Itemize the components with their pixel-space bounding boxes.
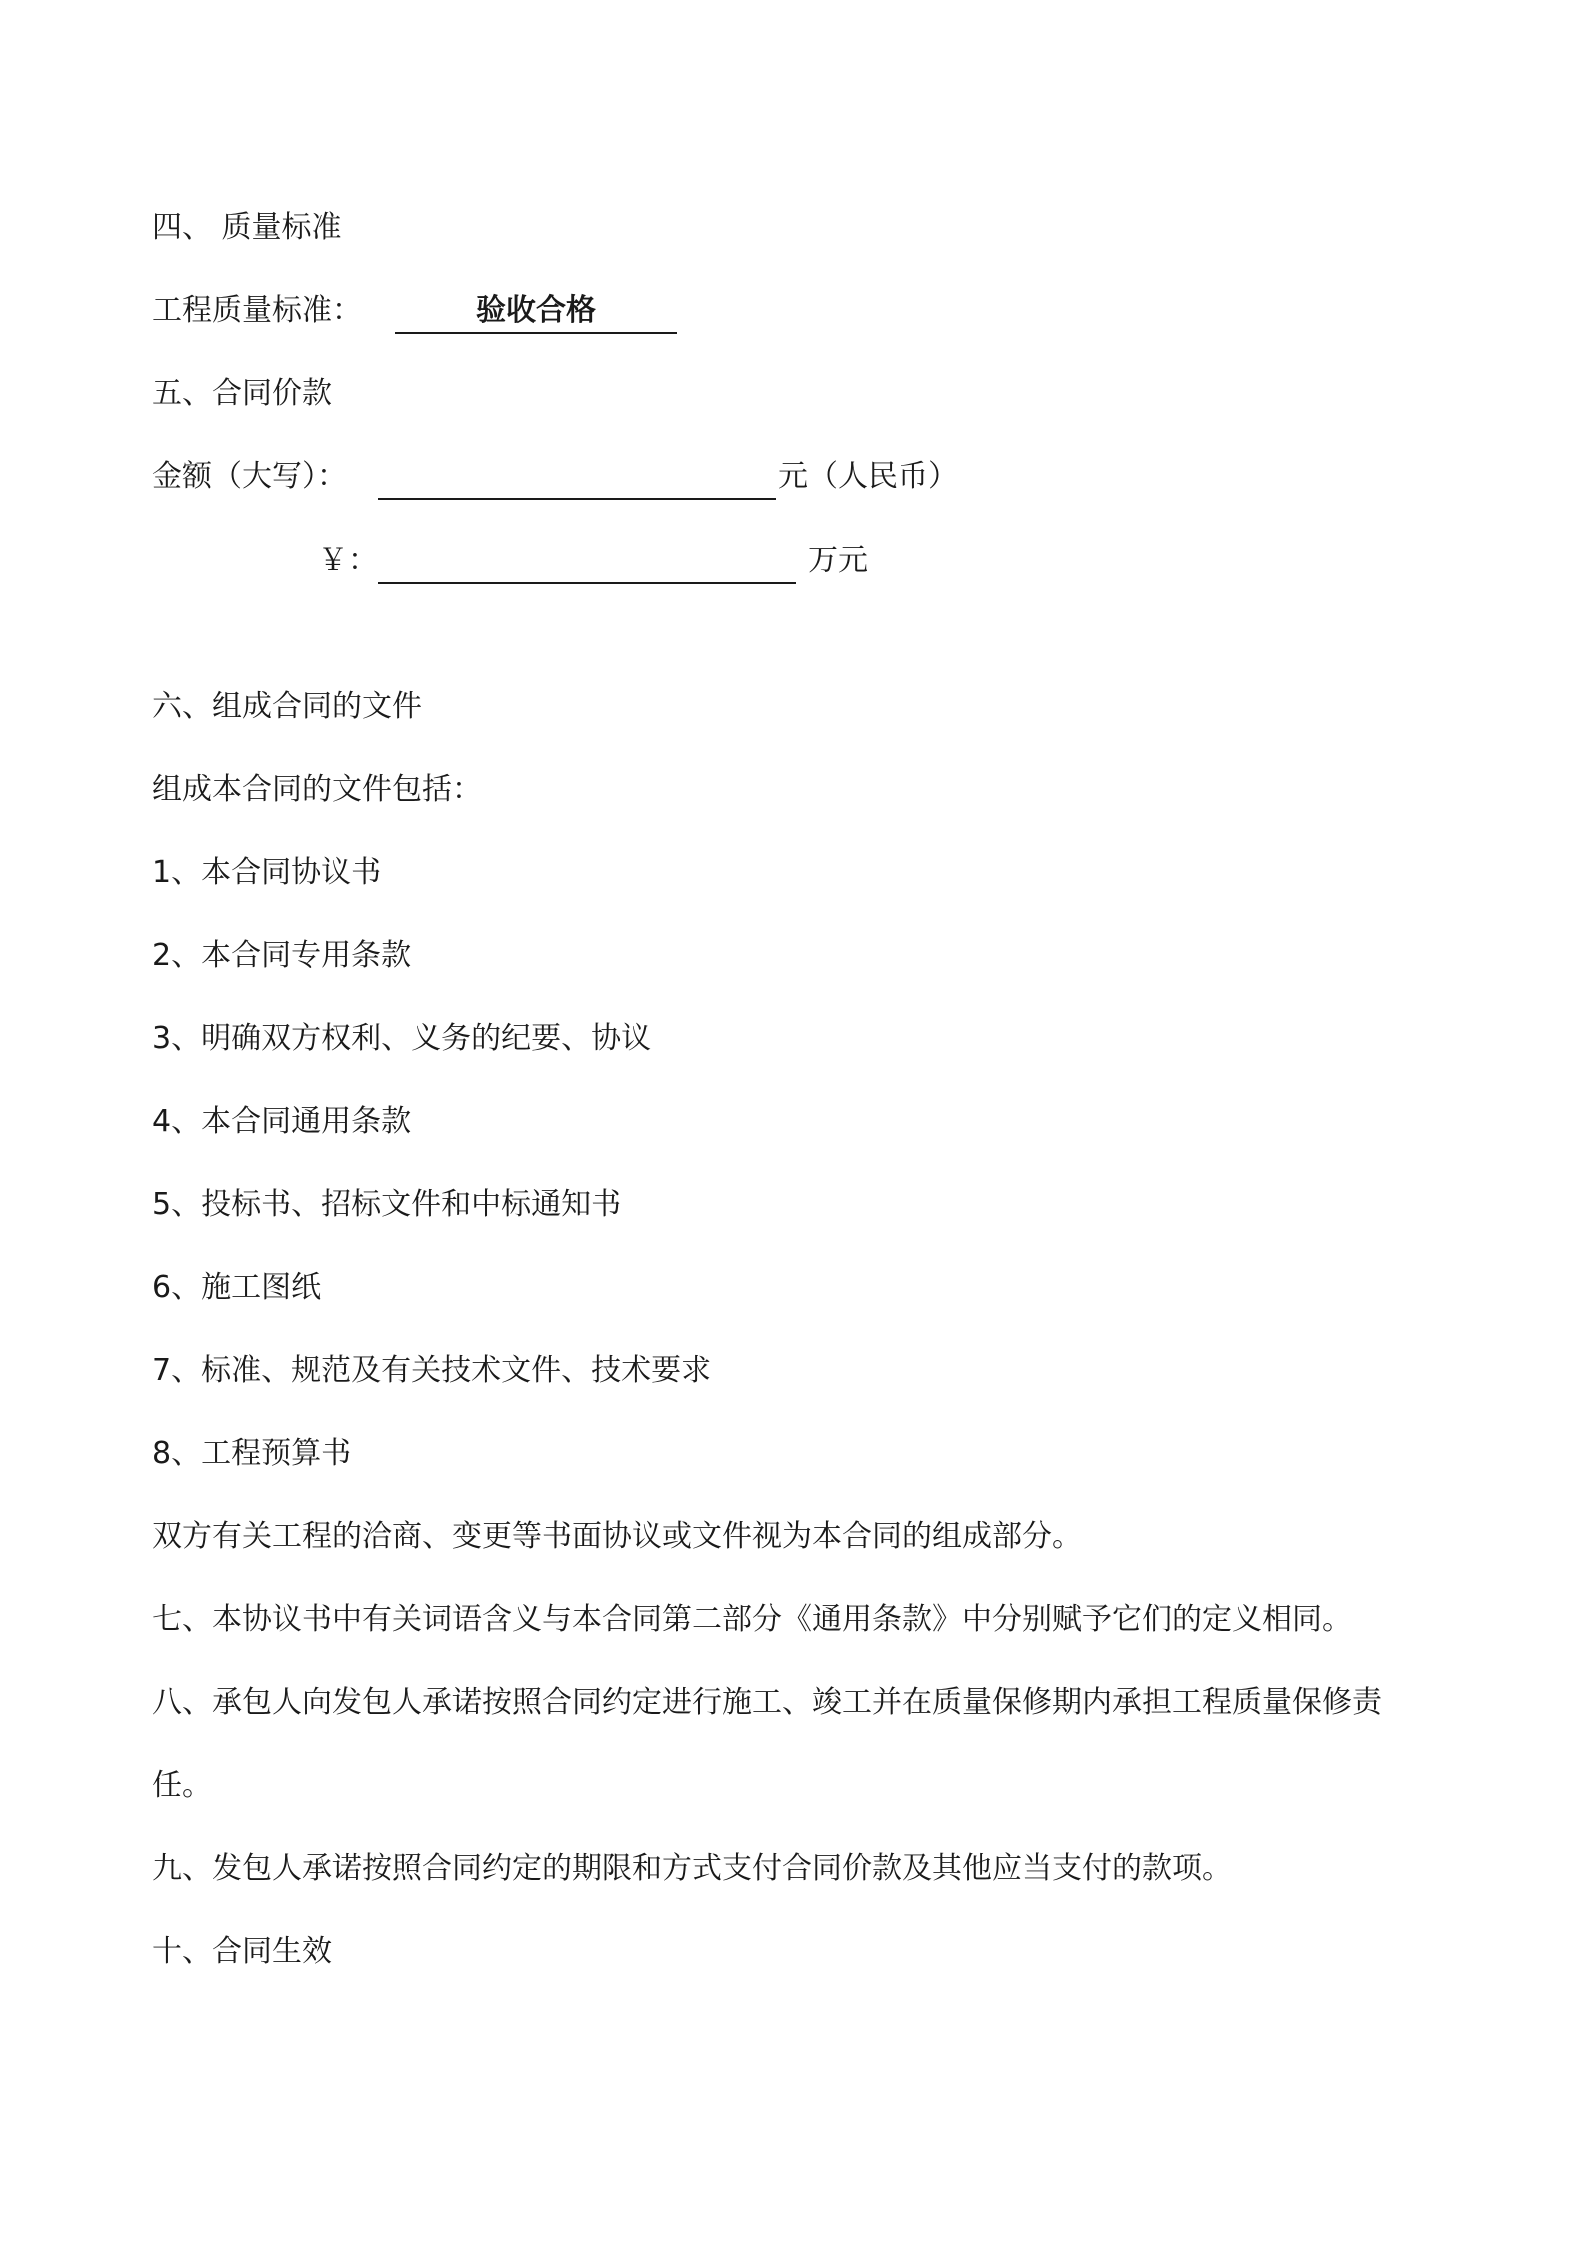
clause-7: 七、本协议书中有关词语含义与本合同第二部分《通用条款》中分别赋予它们的定义相同。 bbox=[152, 1602, 1352, 1637]
quality-standard-value: 验收合格 bbox=[476, 293, 596, 328]
price-heading: 五、合同价款 bbox=[152, 376, 332, 411]
clause-10-heading: 十、合同生效 bbox=[152, 1934, 332, 1969]
document-item: 4、本合同通用条款 bbox=[152, 1104, 412, 1139]
document-item: 8、工程预算书 bbox=[152, 1436, 352, 1471]
quality-standard-underline bbox=[395, 332, 677, 334]
amount-yen-label: ￥： bbox=[318, 543, 378, 578]
documents-intro: 组成本合同的文件包括： bbox=[152, 772, 482, 807]
amount-words-field bbox=[378, 498, 776, 500]
document-item: 1、本合同协议书 bbox=[152, 855, 382, 890]
quality-standard-label: 工程质量标准： bbox=[152, 293, 362, 328]
quality-heading: 四、 质量标准 bbox=[152, 210, 342, 245]
clause-9: 九、发包人承诺按照合同约定的期限和方式支付合同价款及其他应当支付的款项。 bbox=[152, 1851, 1232, 1886]
document-item: 2、本合同专用条款 bbox=[152, 938, 412, 973]
document-item: 6、施工图纸 bbox=[152, 1270, 322, 1305]
clause-8-line-1: 八、承包人向发包人承诺按照合同约定进行施工、竣工并在质量保修期内承担工程质量保修责 bbox=[152, 1685, 1382, 1720]
document-item: 5、投标书、招标文件和中标通知书 bbox=[152, 1187, 622, 1222]
document-item: 7、标准、规范及有关技术文件、技术要求 bbox=[152, 1353, 712, 1388]
amount-words-label: 金额（大写）： bbox=[152, 459, 347, 494]
clause-8-line-2: 任。 bbox=[152, 1768, 212, 1803]
documents-heading: 六、组成合同的文件 bbox=[152, 689, 422, 724]
amount-yen-unit: 万元 bbox=[808, 543, 868, 578]
documents-note: 双方有关工程的洽商、变更等书面协议或文件视为本合同的组成部分。 bbox=[152, 1519, 1082, 1554]
amount-words-unit: 元（人民币） bbox=[778, 459, 958, 494]
document-item: 3、明确双方权利、义务的纪要、协议 bbox=[152, 1021, 652, 1056]
amount-yen-field bbox=[378, 582, 796, 584]
